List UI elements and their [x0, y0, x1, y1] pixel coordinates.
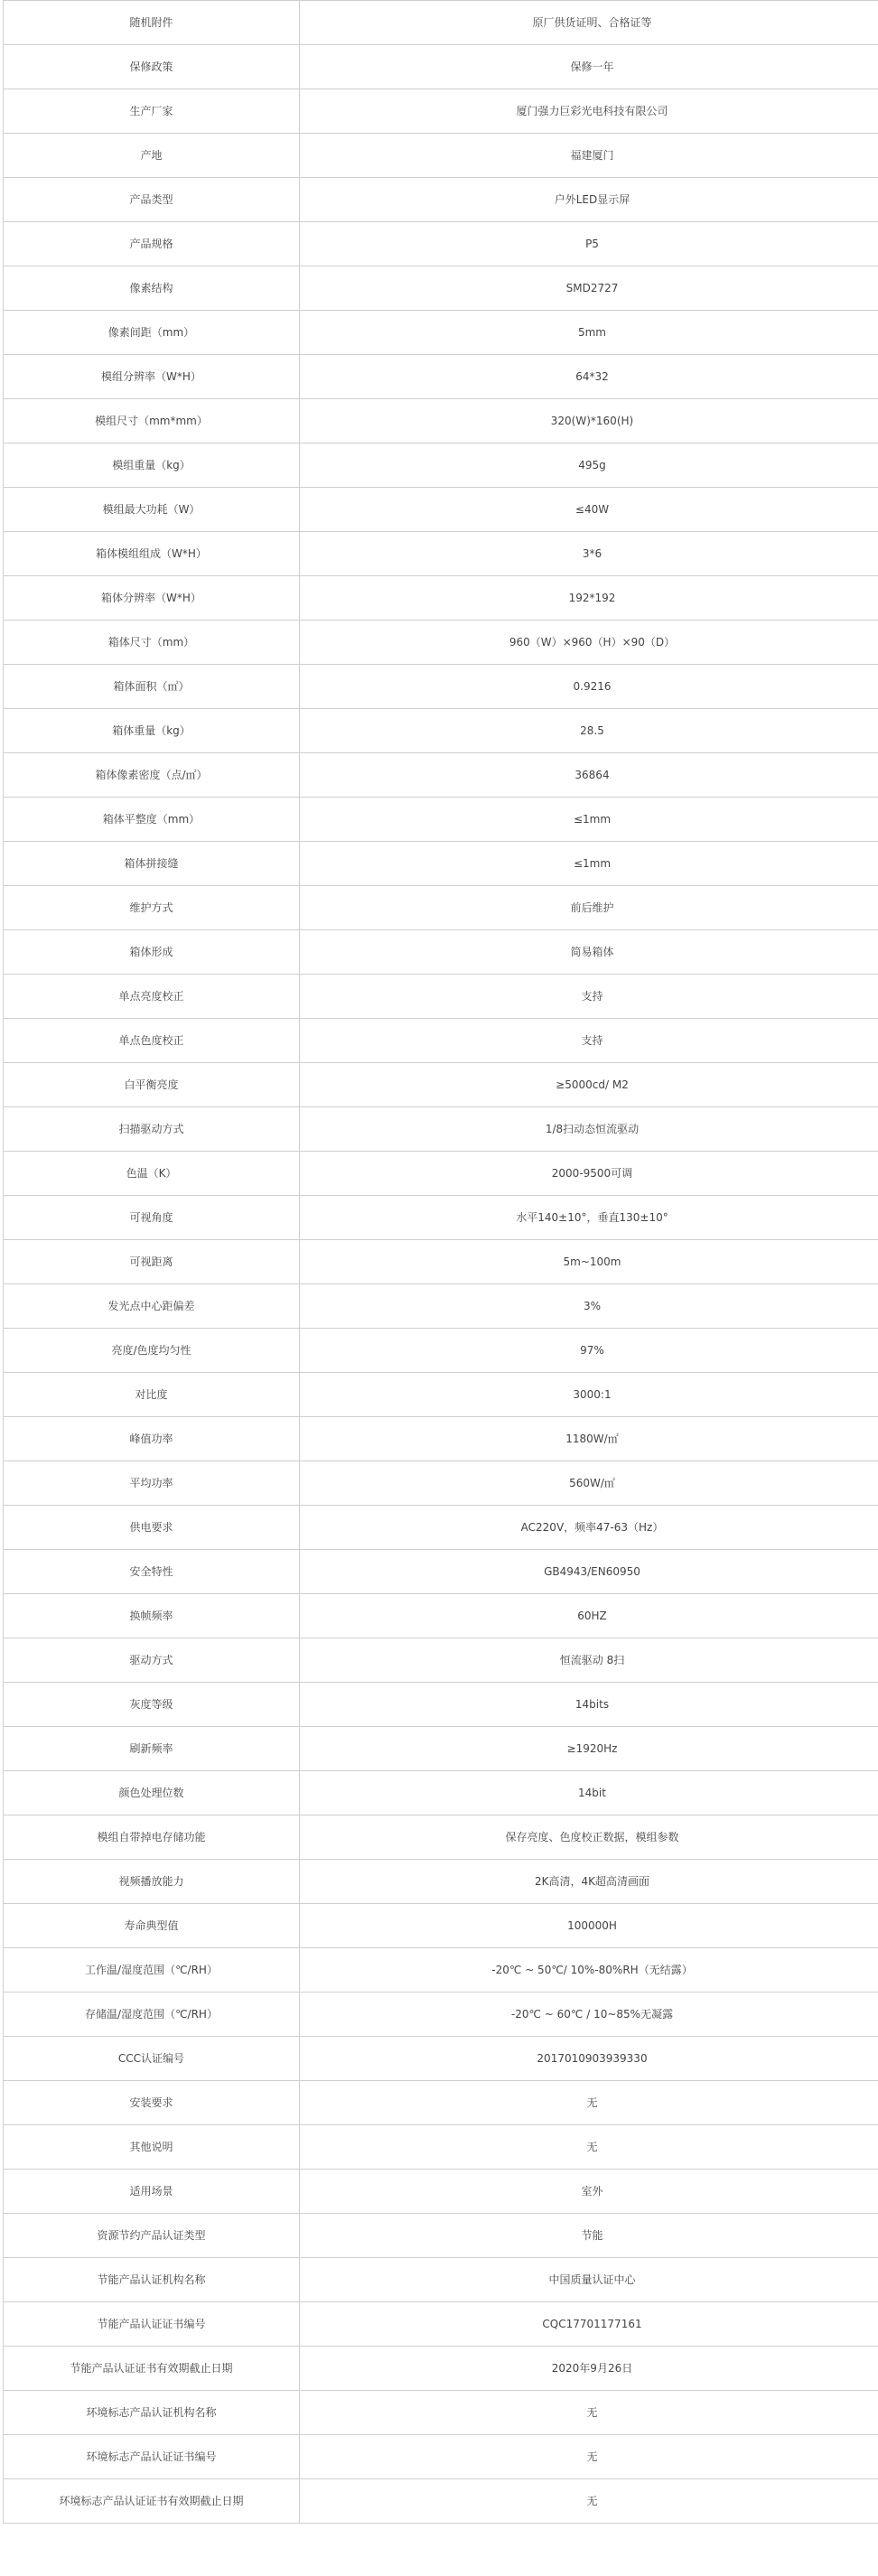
table-row — [4, 399, 878, 443]
table-row — [4, 709, 878, 753]
spec-label: 箱体形成 — [4, 930, 300, 975]
spec-value: 保修一年 — [300, 45, 878, 89]
table-row — [4, 1019, 878, 1063]
spec-label: 随机附件 — [4, 1, 300, 45]
spec-value: 3000:1 — [300, 1373, 878, 1417]
table-row — [4, 1284, 878, 1329]
table-row — [4, 178, 878, 222]
spec-label: 对比度 — [4, 1373, 300, 1417]
spec-label: 环境标志产品认证机构名称 — [4, 2391, 300, 2435]
spec-label: 箱体拼接缝 — [4, 842, 300, 886]
spec-label: 白平衡亮度 — [4, 1063, 300, 1107]
spec-value: 原厂供货证明、合格证等 — [300, 1, 878, 45]
spec-label: 存储温/湿度范围（℃/RH） — [4, 1993, 300, 2037]
spec-value: 户外LED显示屏 — [300, 178, 878, 222]
spec-label: 发光点中心距偏差 — [4, 1284, 300, 1329]
table-row — [4, 1904, 878, 1948]
spec-label: 箱体像素密度（点/㎡） — [4, 753, 300, 798]
table-row — [4, 2170, 878, 2214]
table-row — [4, 1638, 878, 1683]
spec-value: 5m~100m — [300, 1240, 878, 1284]
spec-label: 模组重量（kg） — [4, 443, 300, 488]
table-row — [4, 1550, 878, 1594]
spec-label: 寿命典型值 — [4, 1904, 300, 1948]
table-row — [4, 1107, 878, 1152]
spec-value: ≤1mm — [300, 798, 878, 842]
table-row — [4, 1771, 878, 1815]
table-row — [4, 1329, 878, 1373]
spec-label: 环境标志产品认证证书编号 — [4, 2435, 300, 2479]
table-row — [4, 266, 878, 311]
spec-label: 箱体模组组成（W*H） — [4, 532, 300, 576]
table-row — [4, 798, 878, 842]
spec-value: 3% — [300, 1284, 878, 1329]
spec-label: 灰度等级 — [4, 1683, 300, 1727]
table-row — [4, 2302, 878, 2347]
table-row — [4, 311, 878, 355]
spec-table-body — [4, 1, 878, 2524]
spec-label: 模组最大功耗（W） — [4, 488, 300, 532]
spec-value: 36864 — [300, 753, 878, 798]
table-row — [4, 1860, 878, 1904]
spec-value: 节能 — [300, 2214, 878, 2258]
spec-value: 支持 — [300, 975, 878, 1019]
spec-value: 厦门强力巨彩光电科技有限公司 — [300, 89, 878, 134]
spec-value: 28.5 — [300, 709, 878, 753]
table-row — [4, 1993, 878, 2037]
table-row — [4, 1815, 878, 1860]
spec-value: 无 — [300, 2125, 878, 2170]
spec-label: 峰值功率 — [4, 1417, 300, 1461]
spec-label: 可视角度 — [4, 1196, 300, 1240]
spec-value: 无 — [300, 2435, 878, 2479]
spec-label: 亮度/色度均匀性 — [4, 1329, 300, 1373]
spec-label: 适用场景 — [4, 2170, 300, 2214]
spec-value: 2017010903939330 — [300, 2037, 878, 2081]
table-row — [4, 443, 878, 488]
spec-value: GB4943/EN60950 — [300, 1550, 878, 1594]
spec-label: 安装要求 — [4, 2081, 300, 2125]
spec-value: 3*6 — [300, 532, 878, 576]
table-row — [4, 2258, 878, 2302]
spec-label: 产品规格 — [4, 222, 300, 266]
table-row — [4, 2435, 878, 2479]
spec-label: 工作温/湿度范围（℃/RH） — [4, 1948, 300, 1993]
spec-value: 960（W）×960（H）×90（D） — [300, 621, 878, 665]
table-row — [4, 576, 878, 621]
spec-label: 生产厂家 — [4, 89, 300, 134]
table-row — [4, 222, 878, 266]
spec-label: 像素间距（mm） — [4, 311, 300, 355]
table-row — [4, 1063, 878, 1107]
spec-value: 60HZ — [300, 1594, 878, 1638]
spec-label: 模组分辨率（W*H） — [4, 355, 300, 399]
spec-label: 箱体尺寸（mm） — [4, 621, 300, 665]
spec-value: 560W/㎡ — [300, 1461, 878, 1506]
spec-label: 像素结构 — [4, 266, 300, 311]
table-row — [4, 45, 878, 89]
table-row — [4, 665, 878, 709]
table-row — [4, 1683, 878, 1727]
spec-value: AC220V，频率47-63（Hz） — [300, 1506, 878, 1550]
table-row — [4, 1, 878, 45]
spec-value: 无 — [300, 2391, 878, 2435]
spec-value: 室外 — [300, 2170, 878, 2214]
spec-value: -20℃ ~ 60℃ / 10~85%无凝露 — [300, 1993, 878, 2037]
product-spec-table — [3, 0, 878, 2524]
table-row — [4, 488, 878, 532]
table-row — [4, 532, 878, 576]
spec-label: 颜色处理位数 — [4, 1771, 300, 1815]
spec-label: 产地 — [4, 134, 300, 178]
spec-value: 恒流驱动 8扫 — [300, 1638, 878, 1683]
spec-label: 视频播放能力 — [4, 1860, 300, 1904]
table-row — [4, 842, 878, 886]
spec-value: 2020年9月26日 — [300, 2347, 878, 2391]
spec-value: 0.9216 — [300, 665, 878, 709]
spec-label: 箱体平整度（mm） — [4, 798, 300, 842]
spec-label: 驱动方式 — [4, 1638, 300, 1683]
spec-label: 单点色度校正 — [4, 1019, 300, 1063]
spec-value: 支持 — [300, 1019, 878, 1063]
spec-value: 福建厦门 — [300, 134, 878, 178]
table-row — [4, 1417, 878, 1461]
spec-label: 资源节约产品认证类型 — [4, 2214, 300, 2258]
spec-value: 无 — [300, 2081, 878, 2125]
spec-value: 保存亮度、色度校正数据，模组参数 — [300, 1815, 878, 1860]
spec-label: 节能产品认证证书有效期截止日期 — [4, 2347, 300, 2391]
spec-value: ≥5000cd/ M2 — [300, 1063, 878, 1107]
spec-value: ≥1920Hz — [300, 1727, 878, 1771]
spec-value: 2K高清，4K超高清画面 — [300, 1860, 878, 1904]
spec-value: 1/8扫动态恒流驱动 — [300, 1107, 878, 1152]
spec-label: 维护方式 — [4, 886, 300, 930]
spec-label: 其他说明 — [4, 2125, 300, 2170]
spec-value: ≤40W — [300, 488, 878, 532]
spec-label: 单点亮度校正 — [4, 975, 300, 1019]
table-row — [4, 1196, 878, 1240]
spec-value: 5mm — [300, 311, 878, 355]
table-row — [4, 975, 878, 1019]
spec-value: ≤1mm — [300, 842, 878, 886]
spec-label: 箱体面积（㎡） — [4, 665, 300, 709]
table-row — [4, 2125, 878, 2170]
table-row — [4, 1594, 878, 1638]
table-row — [4, 2347, 878, 2391]
table-row — [4, 886, 878, 930]
spec-label: 安全特性 — [4, 1550, 300, 1594]
table-row — [4, 1152, 878, 1196]
spec-label: 平均功率 — [4, 1461, 300, 1506]
table-row — [4, 2037, 878, 2081]
spec-value: 495g — [300, 443, 878, 488]
spec-label: 保修政策 — [4, 45, 300, 89]
spec-value: 1180W/㎡ — [300, 1417, 878, 1461]
table-row — [4, 1506, 878, 1550]
spec-value: 64*32 — [300, 355, 878, 399]
spec-value: 无 — [300, 2479, 878, 2524]
spec-value: 320(W)*160(H) — [300, 399, 878, 443]
spec-value: 97% — [300, 1329, 878, 1373]
table-row — [4, 89, 878, 134]
spec-value: -20℃ ~ 50℃/ 10%-80%RH（无结露） — [300, 1948, 878, 1993]
spec-value: 14bits — [300, 1683, 878, 1727]
spec-value: P5 — [300, 222, 878, 266]
spec-value: 192*192 — [300, 576, 878, 621]
table-row — [4, 1240, 878, 1284]
table-row — [4, 1727, 878, 1771]
table-row — [4, 930, 878, 975]
table-row — [4, 2214, 878, 2258]
spec-label: 换帧频率 — [4, 1594, 300, 1638]
spec-label: CCC认证编号 — [4, 2037, 300, 2081]
spec-label: 环境标志产品认证证书有效期截止日期 — [4, 2479, 300, 2524]
spec-value: 14bit — [300, 1771, 878, 1815]
spec-value: CQC17701177161 — [300, 2302, 878, 2347]
spec-label: 扫描驱动方式 — [4, 1107, 300, 1152]
table-row — [4, 2391, 878, 2435]
spec-label: 供电要求 — [4, 1506, 300, 1550]
table-row — [4, 1373, 878, 1417]
spec-label: 色温（K） — [4, 1152, 300, 1196]
spec-value: 前后维护 — [300, 886, 878, 930]
spec-value: 2000-9500可调 — [300, 1152, 878, 1196]
table-row — [4, 355, 878, 399]
spec-label: 箱体重量（kg） — [4, 709, 300, 753]
spec-label: 可视距离 — [4, 1240, 300, 1284]
spec-label: 模组尺寸（mm*mm） — [4, 399, 300, 443]
table-row — [4, 134, 878, 178]
table-row — [4, 2081, 878, 2125]
spec-label: 产品类型 — [4, 178, 300, 222]
table-row — [4, 753, 878, 798]
table-row — [4, 1461, 878, 1506]
spec-label: 节能产品认证证书编号 — [4, 2302, 300, 2347]
spec-label: 箱体分辨率（W*H） — [4, 576, 300, 621]
spec-label: 刷新频率 — [4, 1727, 300, 1771]
spec-value: SMD2727 — [300, 266, 878, 311]
table-row — [4, 1948, 878, 1993]
table-row — [4, 621, 878, 665]
spec-value: 100000H — [300, 1904, 878, 1948]
spec-label: 模组自带掉电存储功能 — [4, 1815, 300, 1860]
spec-value: 中国质量认证中心 — [300, 2258, 878, 2302]
spec-value: 简易箱体 — [300, 930, 878, 975]
spec-value: 水平140±10°，垂直130±10° — [300, 1196, 878, 1240]
spec-label: 节能产品认证机构名称 — [4, 2258, 300, 2302]
table-row — [4, 2479, 878, 2524]
